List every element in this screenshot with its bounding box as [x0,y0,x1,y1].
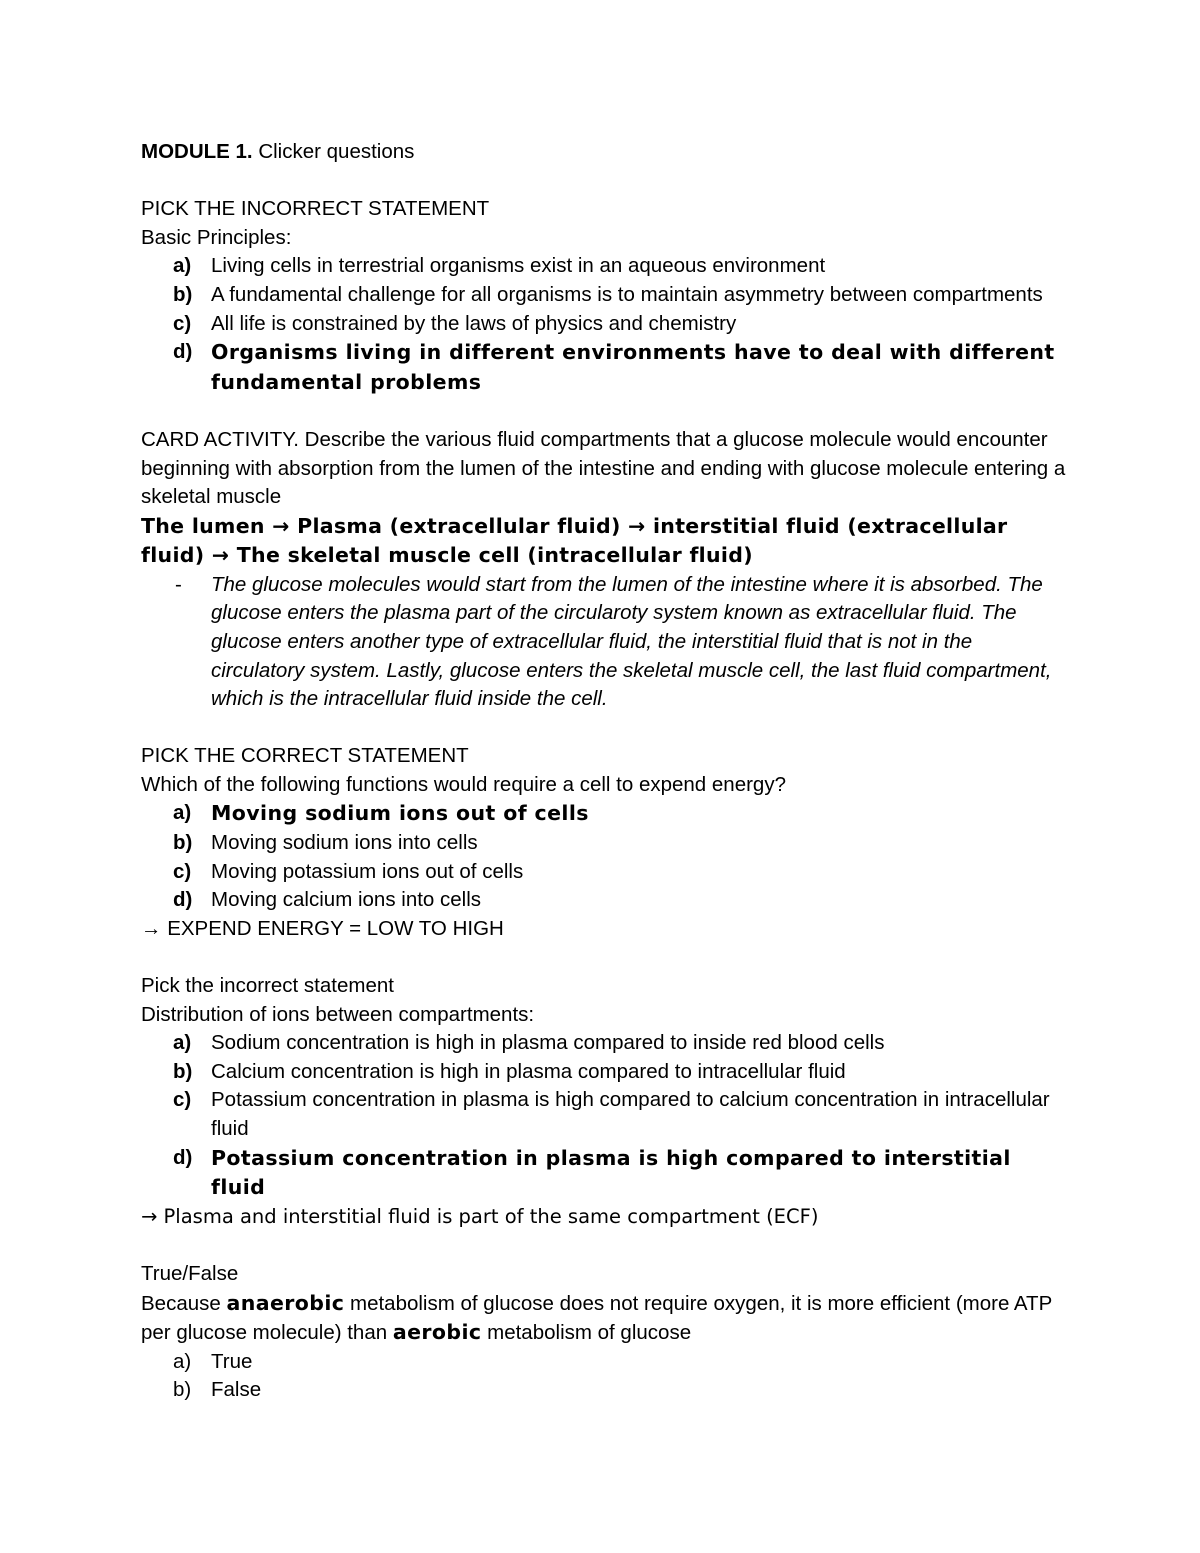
option-c [141,310,1071,339]
question-4-options [141,1348,1071,1405]
question-2 [141,742,1071,943]
option-marker: a) [173,254,192,278]
option-marker: a) [173,1349,192,1373]
option-text: A fundamental challenge for all organisms is to maintain asymmetry between compartments [211,282,1043,306]
question-2-text: Which of the following functions would require a cell to expend energy? [141,772,786,796]
module-title-rest: Clicker questions [252,140,415,163]
option-text: Moving potassium ions out of cells [211,859,524,883]
option-c [141,858,1071,887]
card-activity-explanation [141,571,1071,714]
option-marker: b) [173,1059,193,1083]
option-a-correct-answer [141,799,1071,829]
question-2-note: → EXPEND ENERGY = LOW TO HIGH [141,916,504,940]
card-activity-answer: The lumen → Plasma (extracellular fluid) → interstitial fluid (extracellular fluid) → The skeletal muscle cell (intracellular fluid) [141,513,1008,568]
card-activity-prompt: CARD ACTIVITY. Describe the various fluid compartments that a glucose molecule would encounter beginning with absorption from the lumen of the intestine and ending with glucose molecule entering a skeletal muscle [141,427,1066,509]
option-text: All life is constrained by the laws of physics and chemistry [211,311,737,335]
option-text: Potassium concentration in plasma is high compared to calcium concentration in intracellular fluid [211,1088,1050,1140]
question-4 [141,1260,1071,1405]
question-3-instruction: Pick the incorrect statement [141,974,394,998]
option-b [141,1058,1071,1087]
statement-part: metabolism of glucose [481,1321,692,1345]
spacer [141,714,1071,743]
option-d-correct-answer [141,1144,1071,1203]
option-text: Organisms living in different environments have to deal with different fundamental problems [211,340,1055,394]
option-a [141,1348,1071,1377]
option-text: Moving sodium ions into cells [211,831,478,855]
option-a [141,1029,1071,1058]
option-marker: d) [173,888,193,912]
question-2-options [141,799,1071,914]
option-marker: d) [173,1145,193,1169]
option-c [141,1086,1071,1143]
option-text: Moving sodium ions out of cells [211,801,589,826]
option-a [141,252,1071,281]
option-text: True [211,1349,253,1373]
option-marker: d) [173,340,193,364]
question-1-topic: Basic Principles: [141,225,292,249]
option-marker: c) [173,311,192,335]
option-b [141,829,1071,858]
statement-part: Because [141,1291,227,1315]
document-page [141,138,1071,1405]
spacer [141,1231,1071,1260]
card-activity [141,426,1071,714]
option-marker: b) [173,1378,192,1402]
question-3-topic: Distribution of ions between compartments: [141,1002,535,1026]
card-activity-explanation-list [141,571,1071,714]
question-3 [141,972,1071,1231]
option-text: False [211,1378,262,1402]
explanation-text: The glucose molecules would start from the lumen of the intestine where it is absorbed. The glucose enters the plasma part of the circularoty system known as extracellular fluid. The glucose enters another type of extracellular fluid, the interstitial fluid that is not in the circulatory system. Lastly, glucose enters the skeletal muscle cell, the last fluid compartment, which is the intracellular fluid inside the cell. [211,572,1052,711]
option-d [141,886,1071,915]
option-marker: b) [173,831,193,855]
option-text: Moving calcium ions into cells [211,888,482,912]
question-4-statement [141,1289,1071,1348]
question-1-options [141,252,1071,397]
option-text: Calcium concentration is high in plasma compared to intracellular fluid [211,1059,846,1083]
option-text: Potassium concentration in plasma is high compared to interstitial fluid [211,1145,1011,1200]
option-marker: a) [173,801,192,825]
option-marker: c) [173,1088,192,1112]
spacer [141,397,1071,426]
question-3-note: → Plasma and interstitial fluid is part of the same compartment (ECF) [141,1204,819,1228]
module-title-bold: MODULE 1. [141,140,253,163]
question-3-options [141,1029,1071,1203]
option-text: Sodium concentration is high in plasma compared to inside red blood cells [211,1031,885,1055]
option-text: Living cells in terrestrial organisms exist in an aqueous environment [211,254,826,278]
spacer [141,943,1071,972]
question-1-instruction: PICK THE INCORRECT STATEMENT [141,197,490,221]
dash-bullet: - [175,572,182,596]
option-b [141,281,1071,310]
question-1 [141,195,1071,397]
option-marker: c) [173,859,192,883]
option-b [141,1376,1071,1405]
option-d-correct-answer [141,338,1071,397]
module-title [141,138,1071,167]
statement-part: metabolism of glucose does not require oxygen, it is more efficient (more ATP per glucose molecule) than [141,1291,1052,1345]
option-marker: a) [173,1031,192,1055]
question-4-instruction: True/False [141,1261,239,1285]
option-marker: b) [173,282,193,306]
question-2-instruction: PICK THE CORRECT STATEMENT [141,744,469,768]
spacer [141,167,1071,196]
statement-emphasis: aerobic [392,1320,482,1345]
statement-emphasis: anaerobic [226,1290,345,1315]
